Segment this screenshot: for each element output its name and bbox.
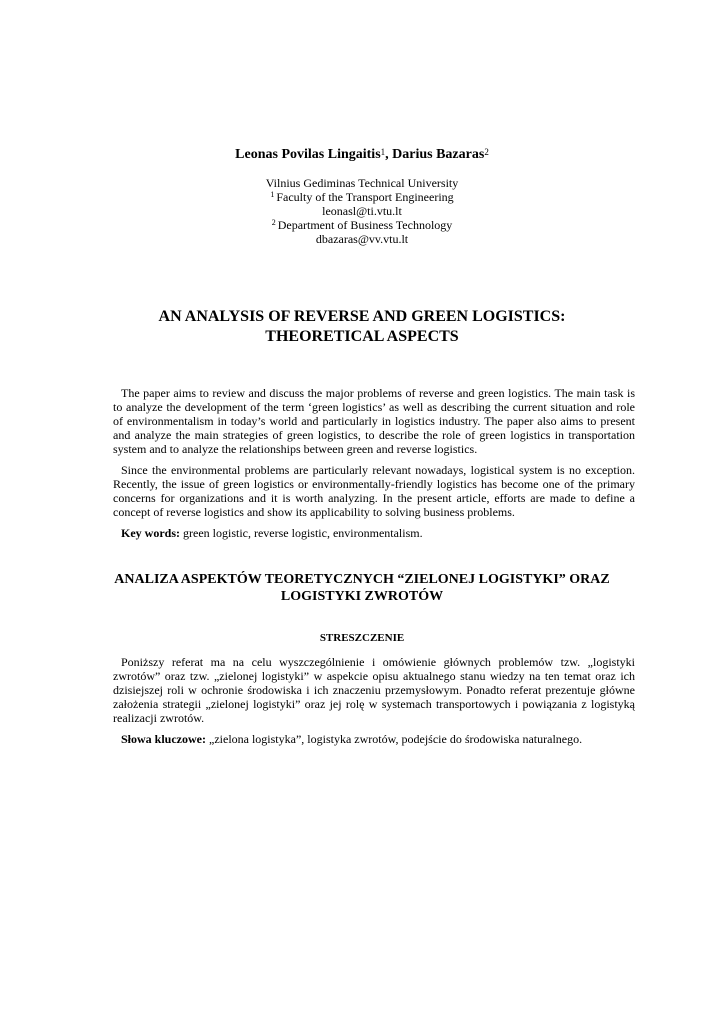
keywords-label: Key words: (121, 526, 180, 540)
paper-title-line-1: AN ANALYSIS OF REVERSE AND GREEN LOGISTICS: (158, 308, 566, 325)
paper-title-line-2: THEORETICAL ASPECTS (265, 328, 459, 345)
paper-title (0, 307, 724, 347)
abstract-english (113, 386, 635, 540)
author-2-affiliation-mark: 2 (484, 147, 489, 157)
faculty-line (0, 190, 724, 204)
faculty-name: Faculty of the Transport Engineering (276, 190, 454, 204)
polish-title-line-1: ANALIZA ASPEKTÓW TEORETYCZNYCH “ZIELONEJ LOGISTYKI” ORAZ (114, 572, 610, 587)
author-2-name: Darius Bazaras (392, 147, 485, 162)
polish-keywords-label: Słowa kluczowe: (121, 732, 206, 746)
university-name: Vilnius Gediminas Technical University (265, 176, 459, 190)
polish-abstract-paragraph: Poniższy referat ma na celu wyszczególnienie i omówienie głównych problemów tzw. „logistyki zwrotów” oraz tzw. „zielonej logistyki” w aspekcie opisu aktualnego stanu wiedzy na ten temat oraz ich dzisiejszej roli w ochronie środowiska i ich znaczeniu przemysłowym. Ponadto referat prezentuje główne założenia strategii „zielonej logistyki” oraz jej rolę w systemach transportowych i powiązania z logistyką realizacji zwrotów. (113, 655, 635, 725)
author-2-email: dbazaras@vv.vtu.lt (315, 232, 409, 246)
author-1-email: leonasl@ti.vtu.lt (322, 204, 402, 218)
abstract-polish (113, 655, 635, 746)
polish-abstract-heading: STRESZCZENIE (319, 632, 405, 644)
author-1-affiliation-mark: 1 (380, 147, 386, 157)
keywords-text: green logistic, reverse logistic, environmentalism. (180, 526, 423, 540)
keywords-line (113, 526, 635, 540)
department-line (0, 218, 724, 232)
polish-title-line-2: LOGISTYKI ZWROTÓW (280, 589, 444, 604)
polish-keywords-text: „zielona logistyka”, logistyka zwrotów, podejście do środowiska naturalnego. (206, 732, 583, 746)
author-1-name: Leonas Povilas Lingaitis (235, 147, 381, 162)
abstract-paragraph-1: The paper aims to review and discuss the major problems of reverse and green logistics. The main task is to analyze the development of the term ‘green logistics’ as well as describing the current situation and role of environmentalism in today’s world and particularly in logistics industry. The paper also aims to present and analyze the main strategies of green logistics, to describe the role of green logistics in transportation system and to analyze the relationships between green and reverse logistics. (113, 386, 635, 456)
author-line (0, 146, 724, 164)
affiliation-block (0, 176, 724, 246)
faculty-mark: 1 (270, 190, 275, 199)
department-name: Department of Business Technology (277, 218, 453, 232)
author-separator: , (385, 147, 393, 162)
abstract-paragraph-2: Since the environmental problems are particularly relevant nowadays, logistical system is no exception. Recently, the issue of green logistics or environmentally-friendly logistics has become one of the primary concerns for organizations and it is worth analyzing. In the present article, efforts are made to define a concept of reverse logistics and show its applicability to solving business problems. (113, 463, 635, 519)
polish-title (0, 571, 724, 605)
polish-keywords-line (113, 732, 635, 746)
department-mark: 2 (271, 218, 276, 227)
